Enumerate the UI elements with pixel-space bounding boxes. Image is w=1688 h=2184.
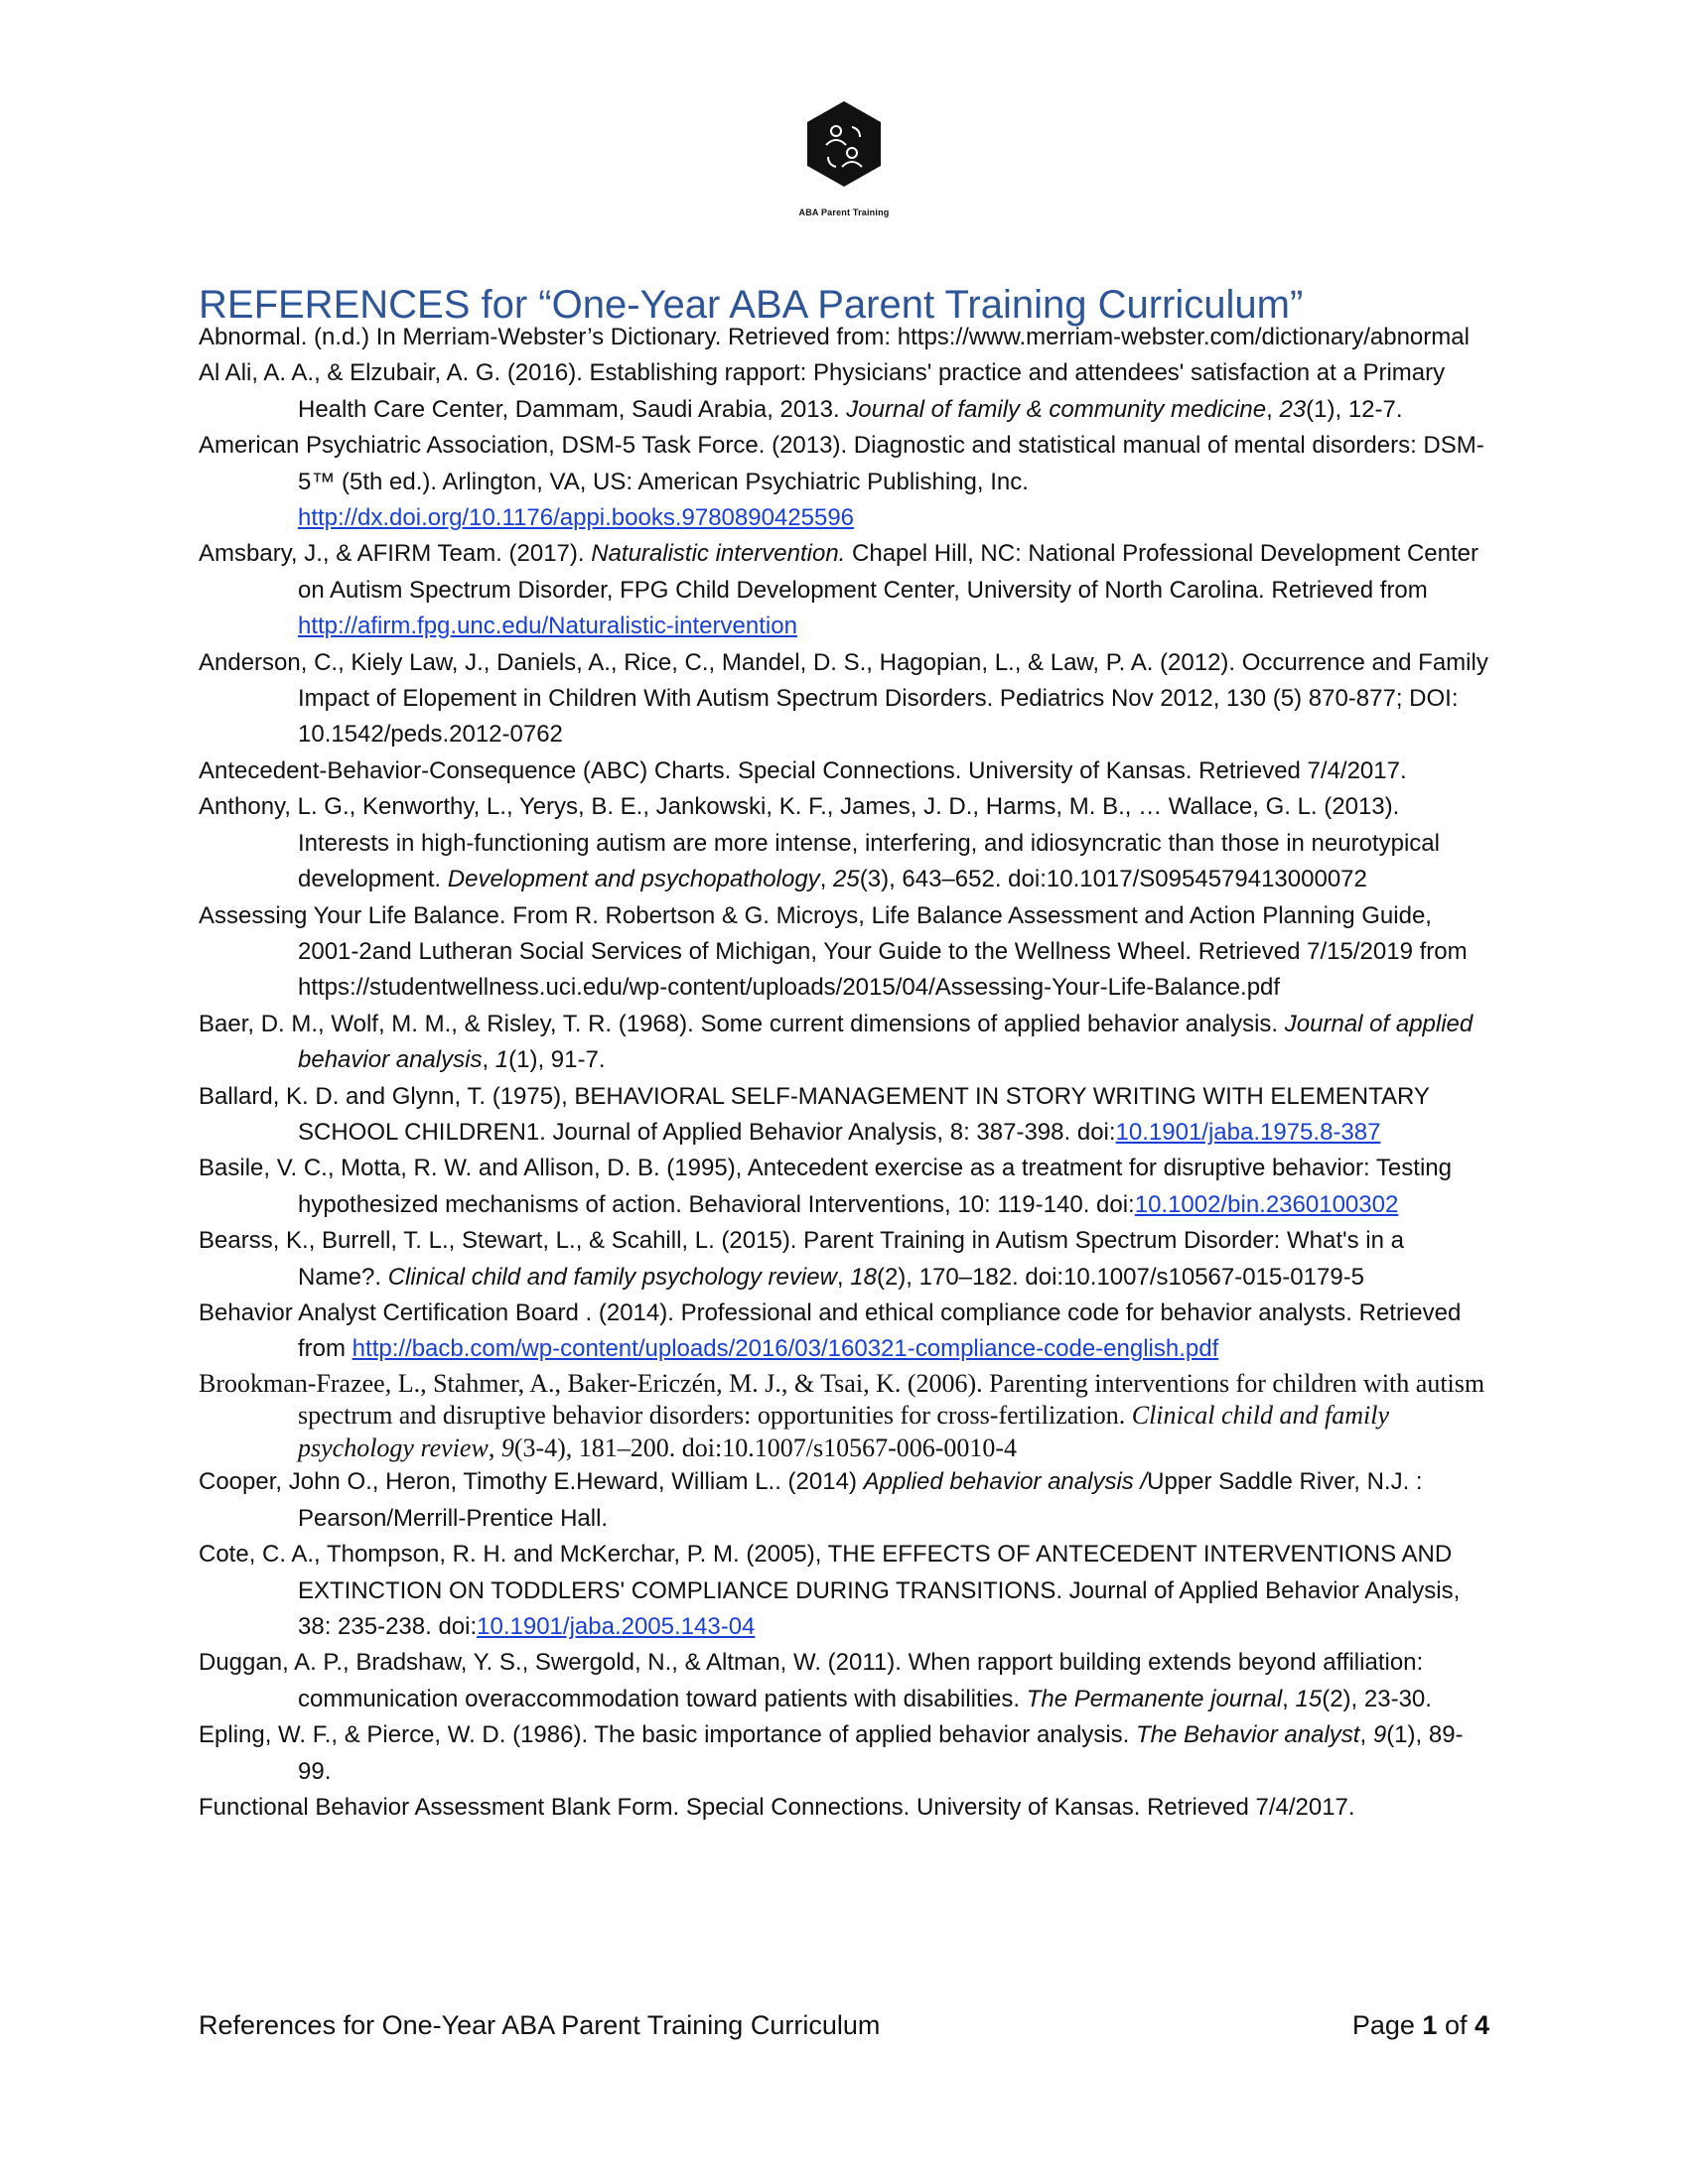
reference-entry: Brookman-Frazee, L., Stahmer, A., Baker-Ericzén, M. J., & Tsai, K. (2006). Parenting interventions for children with autism spectrum and disruptive behavior disorders: opportunities for cross-fertilization. Clinical child and family psychology review, 9(3-4), 181–200. doi:10.1007/s10567-006-0010-4 [199, 1368, 1485, 1462]
logo [745, 99, 943, 217]
reference-entry: Duggan, A. P., Bradshaw, Y. S., Swergold, N., & Altman, W. (2011). When rapport building extends beyond affiliation: communication overaccommodation toward patients with disabilities. The Permanente journal, 15(2), 23-30. [199, 1649, 1432, 1712]
reference-entry: Amsbary, J., & AFIRM Team. (2017). Naturalistic intervention. Chapel Hill, NC: National Professional Development Center on Autism Spectrum Disorder, FPG Child Development Center, University of North Carolina. Retrieved from http://afirm.fpg.unc.edu/Naturalistic-intervention [199, 540, 1478, 640]
reference-entry: Anthony, L. G., Kenworthy, L., Yerys, B. E., Jankowski, K. F., James, J. D., Harms, M. B., … Wallace, G. L. (2013). Interests in high-functioning autism are more intense, interfering, and idiosyncratic than those in neurotypical development. Development and psychopathology, 25(3), 643–652. doi:10.1017/S0954579413000072 [199, 793, 1440, 893]
reference-entry: Functional Behavior Assessment Blank Form. Special Connections. University of Kansas. Retrieved 7/4/2017. [199, 1793, 1355, 1821]
reference-entry: Basile, V. C., Motta, R. W. and Allison, D. B. (1995), Antecedent exercise as a treatment for disruptive behavior: Testing hypothesized mechanisms of action. Behavioral Interventions, 10: 119-140. doi:10.1002/bin.2360100302 [199, 1155, 1452, 1218]
reference-entry: Cote, C. A., Thompson, R. H. and McKerchar, P. M. (2005), THE EFFECTS OF ANTECEDENT INTERVENTIONS AND EXTINCTION ON TODDLERS' COMPLIANCE DURING TRANSITIONS. Journal of Applied Behavior Analysis, 38: 235-238. doi:10.1901/jaba.2005.143-04 [199, 1541, 1461, 1640]
reference-link[interactable]: http://afirm.fpg.unc.edu/Naturalistic-intervention [298, 613, 797, 640]
reference-link[interactable]: http://bacb.com/wp-content/uploads/2016/03/160321-compliance-code-english.pdf [352, 1335, 1219, 1363]
reference-entry: Ballard, K. D. and Glynn, T. (1975), BEHAVIORAL SELF-MANAGEMENT IN STORY WRITING WITH ELEMENTARY SCHOOL CHILDREN1. Journal of Applied Behavior Analysis, 8: 387-398. doi:10.1901/jaba.1975.8-387 [199, 1082, 1430, 1146]
page-footer [199, 2010, 1489, 2041]
reference-entry: Epling, W. F., & Pierce, W. D. (1986). The basic importance of applied behavior analysis. The Behavior analyst, 9(1), 89-99. [199, 1721, 1464, 1785]
reference-link[interactable]: http://dx.doi.org/10.1176/appi.books.9780890425596 [298, 504, 855, 532]
reference-entry: Al Ali, A. A., & Elzubair, A. G. (2016). Establishing rapport: Physicians' practice and attendees' satisfaction at a Primary Health Care Center, Dammam, Saudi Arabia, 2013. Journal of family & community medicine, 23(1), 12-7. [199, 359, 1446, 423]
people-exchange-icon [804, 99, 884, 189]
reference-entry: Behavior Analyst Certification Board . (2014). Professional and ethical compliance code for behavior analysts. Retrieved from http://bacb.com/wp-content/uploads/2016/03/160321-compliance-code-english.pdf [199, 1298, 1462, 1363]
reference-link[interactable]: 10.1901/jaba.1975.8-387 [1115, 1118, 1381, 1146]
reference-link[interactable]: 10.1901/jaba.2005.143-04 [477, 1612, 756, 1640]
reference-entry: Cooper, John O., Heron, Timothy E.Heward, William L.. (2014) Applied behavior analysis /Upper Saddle River, N.J. : Pearson/Merrill-Prentice Hall. [199, 1468, 1423, 1532]
reference-entry: Baer, D. M., Wolf, M. M., & Risley, T. R. (1968). Some current dimensions of applied behavior analysis. Journal of applied behavior analysis, 1(1), 91-7. [199, 1010, 1474, 1074]
reference-link[interactable]: 10.1002/bin.2360100302 [1134, 1190, 1399, 1218]
reference-list [199, 320, 1489, 1826]
logo-caption: ABA Parent Training [798, 207, 890, 217]
reference-entry: Anderson, C., Kiely Law, J., Daniels, A., Rice, C., Mandel, D. S., Hagopian, L., & Law, P. A. (2012). Occurrence and Family Impact of Elopement in Children With Autism Spectrum Disorders. Pediatrics Nov 2012, 130 (5) 870-877; DOI: 10.1542/peds.2012-0762 [199, 648, 1488, 749]
reference-entry: American Psychiatric Association, DSM-5 Task Force. (2013). Diagnostic and statistical manual of mental disorders: DSM-5™ (5th ed.). Arlington, VA, US: American Psychiatric Publishing, Inc. http://dx.doi.org/10.1176/appi.books.9780890425596 [199, 432, 1484, 532]
footer-title: References for One-Year ABA Parent Training Curriculum [199, 2010, 881, 2040]
page-number: Page 1 of 4 [1351, 2010, 1489, 2040]
reference-entry: Abnormal. (n.d.) In Merriam-Webster’s Dictionary. Retrieved from: https://www.merriam-webster.com/dictionary/abnormal [199, 324, 1470, 350]
page-title: REFERENCES for “One-Year ABA Parent Training Curriculum” [199, 282, 1304, 327]
reference-entry: Assessing Your Life Balance. From R. Robertson & G. Microys, Life Balance Assessment and Action Planning Guide, 2001-2and Lutheran Social Services of Michigan, Your Guide to the Wellness Wheel. Retrieved 7/15/2019 from https://studentwellness.uci.edu/wp-content/uploads/2015/04/Assessing-Your-Life-Balance.pdf [199, 901, 1468, 1002]
reference-entry: Antecedent-Behavior-Consequence (ABC) Charts. Special Connections. University of Kansas. Retrieved 7/4/2017. [199, 756, 1407, 784]
reference-entry: Bearss, K., Burrell, T. L., Stewart, L., & Scahill, L. (2015). Parent Training in Autism Spectrum Disorder: What's in a Name?. Clinical child and family psychology review, 18(2), 170–182. doi:10.1007/s10567-015-0179-5 [199, 1227, 1404, 1291]
